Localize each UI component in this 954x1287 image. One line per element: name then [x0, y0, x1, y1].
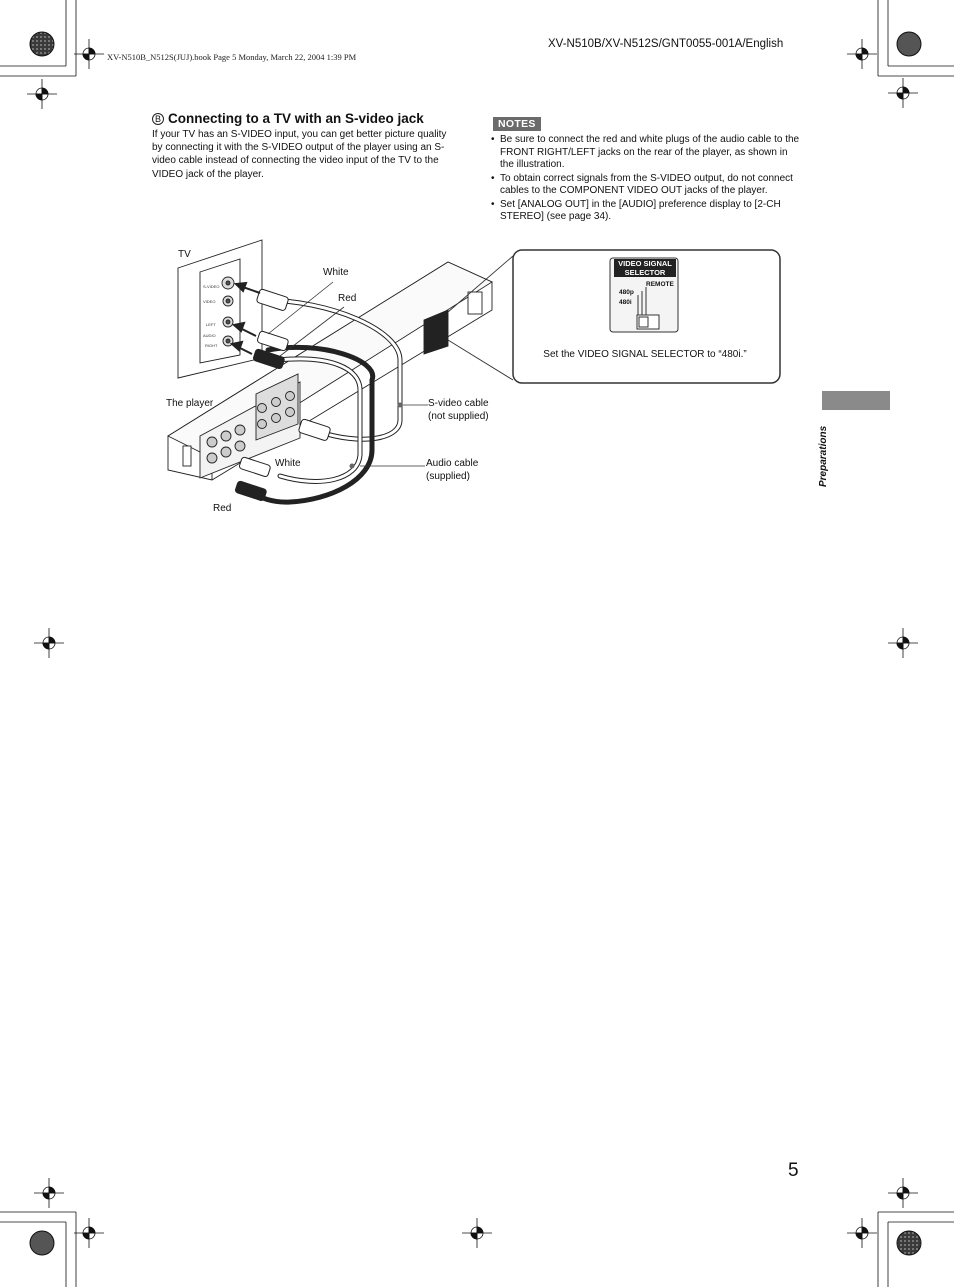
tv-jack-label: AUDIO [203, 333, 216, 338]
tv-jack-label: S-VIDEO [203, 284, 220, 289]
registration-circle-icon [30, 32, 921, 1255]
note-item: • Set [ANALOG OUT] in the [AUDIO] preference display to [2-CH STEREO] (see page 34). [491, 199, 803, 224]
page-number: 5 [788, 1160, 799, 1181]
section-letter-badge: B [152, 113, 164, 125]
preparations-side-label: Preparations [818, 425, 829, 487]
selector-480i-label: 480i [619, 299, 632, 306]
player-label: The player [166, 398, 214, 409]
audio-cable-label: Audio cable (supplied) [426, 458, 479, 482]
model-number-line: XV-N510B/XV-N512S/GNT0055-001A/English [548, 38, 784, 50]
tv-jack-label: VIDEO [203, 299, 216, 304]
selector-remote-label: REMOTE [646, 281, 674, 288]
selector-caption: Set the VIDEO SIGNAL SELECTOR to “480i.” [543, 349, 747, 360]
red-plug-label-bottom: Red [213, 503, 232, 514]
section-tab-bar [822, 391, 890, 410]
red-plug-label-top: Red [338, 293, 357, 304]
crosshair-target-icon [27, 39, 918, 1248]
selector-title: VIDEO SIGNAL [618, 259, 672, 268]
section-title: Connecting to a TV with an S-video jack [168, 111, 424, 126]
tv-jack-label: LEFT [206, 322, 216, 327]
selector-480p-label: 480p [619, 289, 634, 296]
selector-title: SELECTOR [624, 268, 666, 277]
tv-jack-label: RIGHT [205, 343, 218, 348]
notes-label: NOTES [493, 117, 541, 131]
white-plug-label-bottom: White [275, 458, 301, 469]
note-item: • Be sure to connect the red and white plugs of the audio cable to the FRONT RIGHT/LEFT jacks on the rear of the player, as shown in the illustration. [491, 134, 803, 172]
book-file-line: XV-N510B_N512S(JUJ).book Page 5 Monday, March 22, 2004 1:39 PM [107, 52, 357, 62]
note-item: • To obtain correct signals from the S-VIDEO output, do not connect cables to the COMPONENT VIDEO OUT jacks of the player. [491, 173, 803, 198]
white-plug-label-top: White [323, 267, 349, 278]
svideo-cable-label: S-video cable (not supplied) [428, 398, 489, 422]
tv-label: TV [178, 249, 191, 260]
intro-paragraph: If your TV has an S-VIDEO input, you can get better picture quality by connecting it with the S-VIDEO output of the player using an S-video cable instead of connecting the video input of the TV to the VIDEO jack of the player. [152, 129, 447, 180]
